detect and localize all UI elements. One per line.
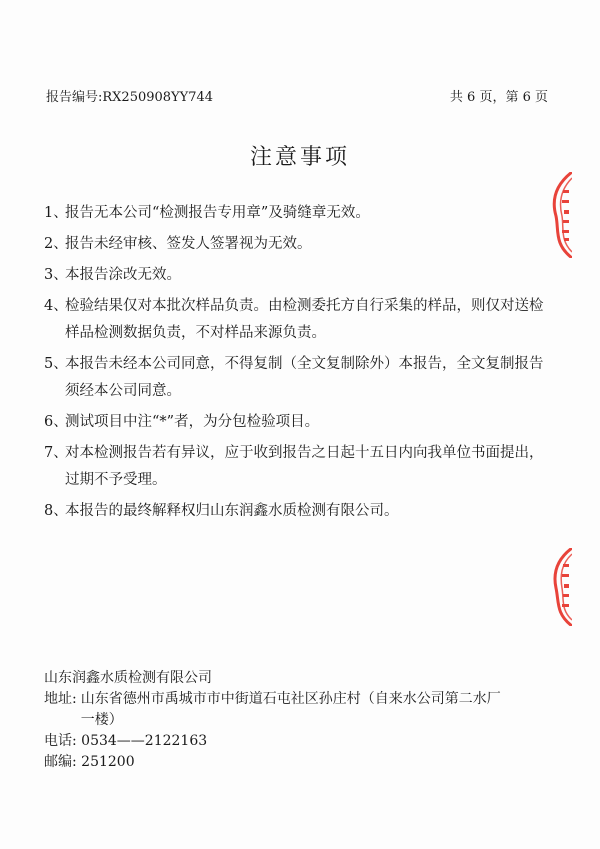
postcode-label: 邮编: (44, 754, 77, 770)
notice-item (44, 200, 554, 227)
seam-seal-top (550, 172, 572, 258)
phone-label: 电话: (44, 733, 77, 749)
notice-text: 报告未经审核、签发人签署视为无效。 (65, 236, 312, 252)
page-title: 注意事项 (249, 145, 350, 170)
report-number: 报告编号:RX250908YY744 (46, 90, 214, 105)
report-header (46, 86, 548, 106)
notice-number: 1、 (44, 205, 68, 221)
notice-text: 本报告的最终解释权归山东润鑫水质检测有限公司。 (65, 503, 399, 519)
notice-number: 6、 (44, 414, 68, 430)
notice-number: 5、 (44, 356, 68, 372)
address-row (44, 689, 514, 731)
company-footer (44, 668, 514, 773)
notice-text: 测试项目中注“*”者，为分包检验项目。 (65, 414, 320, 430)
notice-number: 4、 (44, 298, 68, 314)
notice-list (44, 200, 554, 529)
notice-item (44, 498, 554, 525)
notice-item (44, 409, 554, 436)
address-value: 山东省德州市禹城市市中街道石屯社区孙庄村（自来水公司第二水厂一楼） (80, 691, 501, 728)
notice-item (44, 440, 554, 494)
notice-number: 8、 (44, 503, 68, 519)
notice-text: 检验结果仅对本批次样品负责。由检测委托方自行采集的样品，则仅对送检样品检测数据负责，不对样品来源负责。 (65, 298, 544, 341)
page-indicator: 共 6 页，第 6 页 (449, 90, 548, 105)
notice-number: 2、 (44, 236, 68, 252)
seam-seal-bottom (550, 548, 572, 626)
notice-item (44, 262, 554, 289)
notice-item (44, 351, 554, 405)
postcode-row (44, 752, 514, 773)
company-name: 山东润鑫水质检测有限公司 (44, 670, 212, 686)
address-label: 地址: (44, 691, 77, 707)
notice-text: 报告无本公司“检测报告专用章”及骑缝章无效。 (65, 205, 370, 221)
phone-row (44, 731, 514, 752)
notice-text: 本报告涂改无效。 (65, 267, 181, 283)
notice-text: 本报告未经本公司同意，不得复制（全文复制除外）本报告，全文复制报告须经本公司同意。 (65, 356, 544, 399)
phone-value: 0534——2122163 (81, 733, 208, 749)
notice-text: 对本检测报告若有异议，应于收到报告之日起十五日内向我单位书面提出，过期不予受理。 (65, 445, 544, 488)
notice-number: 7、 (44, 445, 68, 461)
notice-number: 3、 (44, 267, 68, 283)
notice-item (44, 231, 554, 258)
notice-item (44, 293, 554, 347)
postcode-value: 251200 (81, 754, 135, 770)
